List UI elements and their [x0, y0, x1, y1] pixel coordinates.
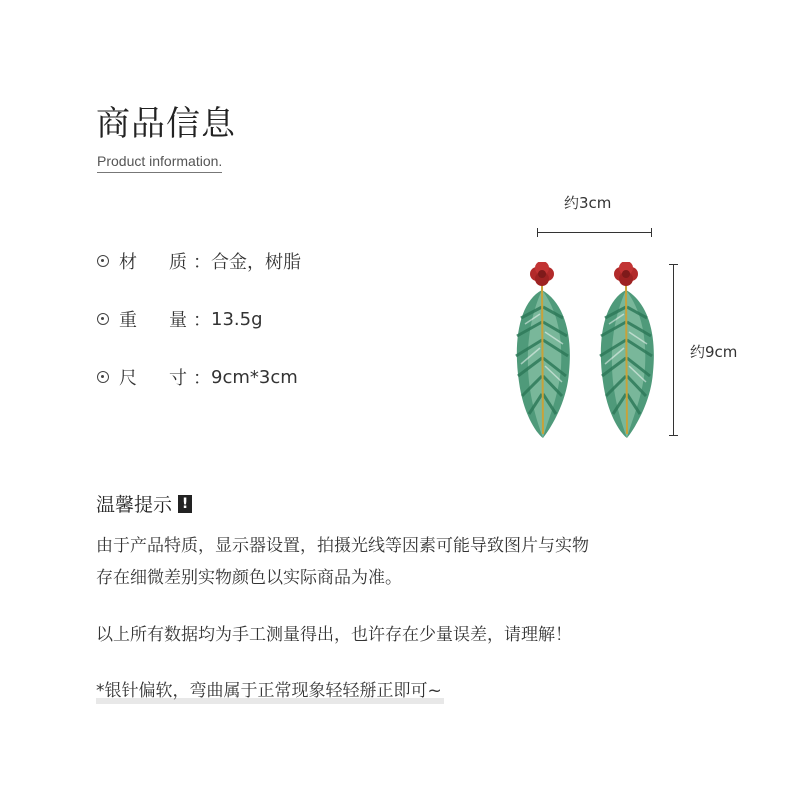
spec-key-2: 质: [169, 252, 187, 273]
spec-colon: ：: [193, 310, 211, 331]
spec-weight: [97, 306, 263, 332]
spec-value: 9cm*3cm: [211, 366, 298, 388]
tips-paragraph-1-line-2: 存在细微差别实物颜色以实际商品为准。: [96, 568, 402, 588]
height-label: 约9cm: [690, 343, 738, 361]
spec-material: [97, 248, 301, 274]
spec-value: 13.5g: [211, 308, 263, 330]
tips-heading: [96, 490, 192, 517]
page-subtitle: Product information.: [97, 153, 222, 173]
earring-left-image: [507, 262, 577, 442]
spec-colon: ：: [193, 368, 211, 389]
width-label: 约3cm: [564, 194, 612, 212]
bullet-icon: [97, 313, 109, 325]
spec-key-1: 材: [119, 252, 137, 273]
tips-paragraph-1: [96, 530, 589, 594]
tips-paragraph-2: 以上所有数据均为手工测量得出，也许存在少量误差，请理解！: [96, 625, 572, 645]
spec-key-1: 尺: [119, 368, 137, 389]
width-dimension-line: [537, 232, 652, 233]
bullet-icon: [97, 255, 109, 267]
spec-size: [97, 364, 298, 390]
spec-key-2: 量: [169, 310, 187, 331]
height-dimension-line: [673, 264, 674, 436]
tips-note: *银针偏软，弯曲属于正常现象轻轻掰正即可~: [96, 681, 442, 701]
spec-colon: ：: [193, 252, 211, 273]
spec-value: 合金，树脂: [211, 252, 301, 273]
spec-key-1: 重: [119, 310, 137, 331]
spec-key-2: 寸: [169, 368, 187, 389]
earring-right-image: [591, 262, 661, 442]
bullet-icon: [97, 371, 109, 383]
page-title: 商品信息: [96, 104, 236, 144]
tips-paragraph-1-line-1: 由于产品特质，显示器设置，拍摄光线等因素可能导致图片与实物: [96, 536, 589, 556]
tips-title: 温馨提示: [96, 494, 173, 516]
exclamation-icon: !: [178, 495, 192, 513]
